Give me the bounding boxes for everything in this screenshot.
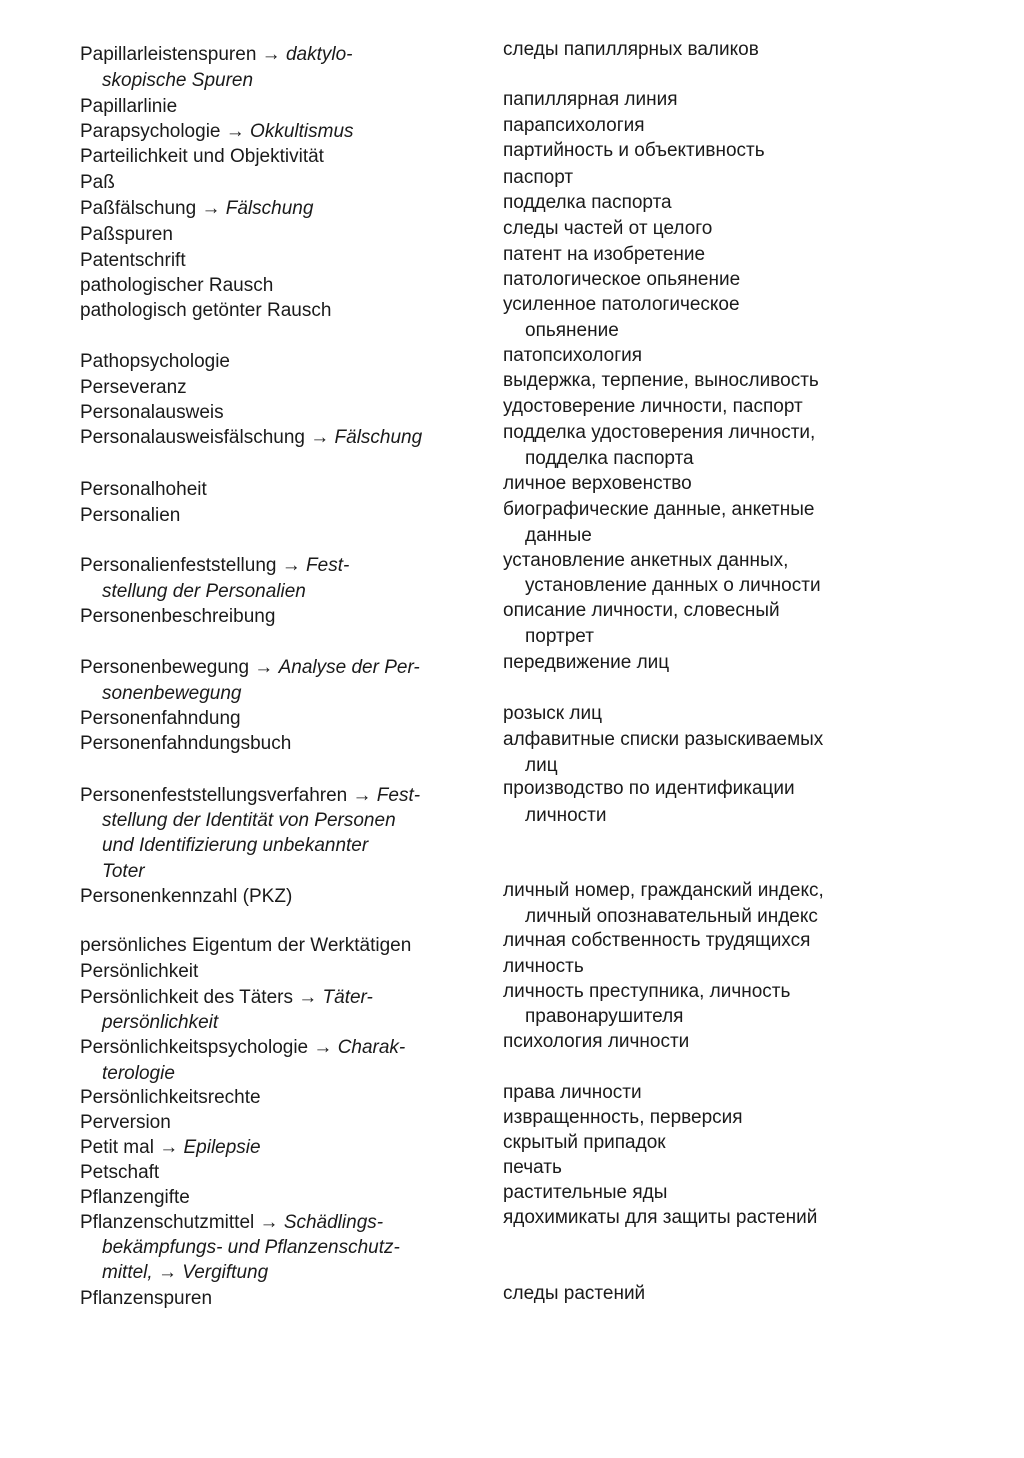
russian-translation: описание личности, словесный xyxy=(503,600,780,621)
headword-text: Perversion xyxy=(80,1112,171,1133)
german-entry xyxy=(80,144,324,169)
german-entry xyxy=(80,1286,212,1311)
cross-reference-text: terologie xyxy=(102,1063,175,1084)
russian-translation-continuation: установление данных о личности xyxy=(525,575,821,596)
russian-translation: усиленное патологическое xyxy=(503,294,740,315)
headword-text: Paßfälschung → xyxy=(80,198,226,219)
german-entry xyxy=(80,248,186,273)
headword-text: pathologisch getönter Rausch xyxy=(80,300,332,321)
headword-text: Patentschrift xyxy=(80,250,186,271)
cross-reference-text: persönlichkeit xyxy=(102,1012,219,1033)
german-entry-continuation xyxy=(102,579,306,604)
headword-text: Paßspuren xyxy=(80,224,173,245)
german-entry xyxy=(80,985,373,1010)
headword-text: Personalien xyxy=(80,505,181,526)
russian-translation: биографические данные, анкетные xyxy=(503,499,815,520)
headword-text: Papillarleistenspuren → xyxy=(80,44,286,65)
headword-text: Pflanzengifte xyxy=(80,1187,190,1208)
german-entry xyxy=(80,604,275,629)
german-entry-continuation xyxy=(102,1235,400,1260)
german-entry xyxy=(80,273,273,298)
headword-text: Parteilichkeit und Objektivität xyxy=(80,146,324,167)
headword-text: Personenfahndung xyxy=(80,708,241,729)
headword-text: Personenbeschreibung xyxy=(80,606,276,627)
german-entry xyxy=(80,1160,159,1185)
german-entry xyxy=(80,400,224,425)
headword-text: Pathopsychologie xyxy=(80,351,230,372)
russian-translation: подделка удостоверения личности, xyxy=(503,422,816,443)
german-entry xyxy=(80,170,115,195)
russian-translation-continuation: данные xyxy=(525,525,592,546)
russian-translation: патологическое опьянение xyxy=(503,269,741,290)
russian-translation-continuation: правонарушителя xyxy=(525,1006,684,1027)
russian-translation: личность xyxy=(503,956,584,977)
cross-reference-text: sonenbewegung xyxy=(102,683,242,704)
headword-text: Personalienfeststellung → xyxy=(80,555,307,576)
german-entry xyxy=(80,884,292,909)
cross-reference-text: Toter xyxy=(102,861,145,882)
german-entry-continuation xyxy=(102,1260,268,1285)
russian-translation: патент на изобретение xyxy=(503,244,706,265)
cross-reference-text: Fälschung xyxy=(334,427,423,448)
russian-translation: выдержка, терпение, выносливость xyxy=(503,370,819,391)
cross-reference-text: Epilepsie xyxy=(183,1137,261,1158)
german-entry xyxy=(80,933,411,958)
german-entry-continuation xyxy=(102,1010,218,1035)
headword-text: Persönlichkeit des Täters → xyxy=(80,987,323,1008)
russian-translation: извращенность, перверсия xyxy=(503,1107,743,1128)
cross-reference-text: stellung der Personalien xyxy=(102,581,306,602)
headword-text: Personenbewegung → xyxy=(80,657,279,678)
cross-reference-text: Fest- xyxy=(376,785,421,806)
headword-text: Personenfeststellungsverfahren → xyxy=(80,785,377,806)
russian-translation: удостоверение личности, паспорт xyxy=(503,396,803,417)
russian-translation: личное верховенство xyxy=(503,473,692,494)
cross-reference-text: Charak- xyxy=(337,1037,406,1058)
german-entry xyxy=(80,1035,405,1060)
german-entry xyxy=(80,1135,261,1160)
cross-reference-text: Fest- xyxy=(306,555,350,576)
german-entry-continuation xyxy=(102,808,396,833)
cross-reference-text: daktylo- xyxy=(285,44,353,65)
german-entry-continuation xyxy=(102,1061,175,1086)
german-entry xyxy=(80,783,420,808)
russian-translation: личность преступника, личность xyxy=(503,981,791,1002)
german-entry xyxy=(80,503,180,528)
russian-translation: партийность и объективность xyxy=(503,140,765,161)
russian-translation: передвижение лиц xyxy=(503,652,670,673)
german-entry-continuation xyxy=(102,681,241,706)
cross-reference-text: Fälschung xyxy=(225,198,314,219)
german-entry-continuation xyxy=(102,68,253,93)
headword-text: Personenkennzahl (PKZ) xyxy=(80,886,293,907)
headword-text: Petit mal → xyxy=(80,1137,184,1158)
russian-translation: паспорт xyxy=(503,167,574,188)
german-entry xyxy=(80,477,207,502)
german-entry xyxy=(80,731,291,756)
german-entry xyxy=(80,425,422,450)
russian-translation: подделка паспорта xyxy=(503,192,672,213)
german-entry xyxy=(80,42,352,67)
german-entry xyxy=(80,1110,171,1135)
german-entry xyxy=(80,959,198,984)
headword-text: Pflanzenspuren xyxy=(80,1288,213,1309)
cross-reference-text: Schädlings- xyxy=(283,1212,384,1233)
russian-translation: алфавитные списки разыскиваемых xyxy=(503,729,824,750)
russian-translation: папиллярная линия xyxy=(503,89,678,110)
cross-reference-text: Täter- xyxy=(322,987,373,1008)
german-entry xyxy=(80,196,313,221)
cross-reference-text: Okkultismus xyxy=(250,121,354,142)
russian-translation: парапсихология xyxy=(503,115,645,136)
headword-text: Personenfahndungsbuch xyxy=(80,733,292,754)
german-entry xyxy=(80,222,173,247)
headword-text: Pflanzenschutzmittel → xyxy=(80,1212,284,1233)
russian-translation: установление анкетных данных, xyxy=(503,550,789,571)
russian-translation: ядохимикаты для защиты растений xyxy=(503,1207,818,1228)
headword-text: Persönlichkeit xyxy=(80,961,199,982)
german-entry xyxy=(80,349,230,374)
russian-translation-continuation: опьянение xyxy=(525,320,619,341)
german-entry-continuation xyxy=(102,859,145,884)
headword-text: Personalausweis xyxy=(80,402,224,423)
german-entry xyxy=(80,298,331,323)
cross-reference-text: Analyse der Per- xyxy=(278,657,420,678)
russian-translation: следы папиллярных валиков xyxy=(503,39,759,60)
german-entry-continuation xyxy=(102,833,368,858)
russian-translation: патопсихология xyxy=(503,345,643,366)
russian-translation: следы растений xyxy=(503,1283,646,1304)
russian-translation: личная собственность трудящихся xyxy=(503,930,811,951)
headword-text: Persönlichkeitsrechte xyxy=(80,1087,261,1108)
headword-text: → xyxy=(157,1262,183,1283)
russian-translation-continuation: подделка паспорта xyxy=(525,448,694,469)
russian-translation: следы частей от целого xyxy=(503,218,713,239)
german-entry xyxy=(80,1185,190,1210)
russian-translation-continuation: портрет xyxy=(525,626,594,647)
headword-text: Personalhoheit xyxy=(80,479,207,500)
german-entry xyxy=(80,1085,261,1110)
headword-text: Personalausweisfälschung → xyxy=(80,427,335,448)
cross-reference-text: Vergiftung xyxy=(182,1262,269,1283)
german-entry xyxy=(80,706,241,731)
cross-reference-text: skopische Spuren xyxy=(102,70,254,91)
russian-translation-continuation: лиц xyxy=(525,755,558,776)
russian-translation-continuation: личный опознавательный индекс xyxy=(525,906,818,927)
german-entry xyxy=(80,375,187,400)
headword-text: Petschaft xyxy=(80,1162,160,1183)
german-entry xyxy=(80,119,354,144)
german-entry xyxy=(80,553,349,578)
russian-translation: права личности xyxy=(503,1082,642,1103)
headword-text: Perseveranz xyxy=(80,377,187,398)
cross-reference-text: und Identifizierung unbekannter xyxy=(102,835,369,856)
russian-translation-continuation: личности xyxy=(525,805,607,826)
russian-translation: розыск лиц xyxy=(503,703,602,724)
headword-text: Persönlichkeitspsychologie → xyxy=(80,1037,338,1058)
german-entry xyxy=(80,1210,383,1235)
headword-text: Parapsychologie → xyxy=(80,121,251,142)
cross-reference-text: mittel, xyxy=(102,1262,158,1283)
german-entry xyxy=(80,94,177,119)
headword-text: Papillarlinie xyxy=(80,96,178,117)
cross-reference-text: stellung der Identität von Personen xyxy=(102,810,396,831)
german-entry xyxy=(80,655,420,680)
headword-text: Paß xyxy=(80,172,115,193)
russian-translation: печать xyxy=(503,1157,562,1178)
russian-translation: скрытый припадок xyxy=(503,1132,666,1153)
russian-translation: психология личности xyxy=(503,1031,690,1052)
cross-reference-text: bekämpfungs- und Pflanzenschutz- xyxy=(102,1237,400,1258)
russian-translation: производство по идентификации xyxy=(503,778,795,799)
russian-translation: личный номер, гражданский индекс, xyxy=(503,880,824,901)
headword-text: persönliches Eigentum der Werktätigen xyxy=(80,935,412,956)
russian-translation: растительные яды xyxy=(503,1182,668,1203)
headword-text: pathologischer Rausch xyxy=(80,275,274,296)
